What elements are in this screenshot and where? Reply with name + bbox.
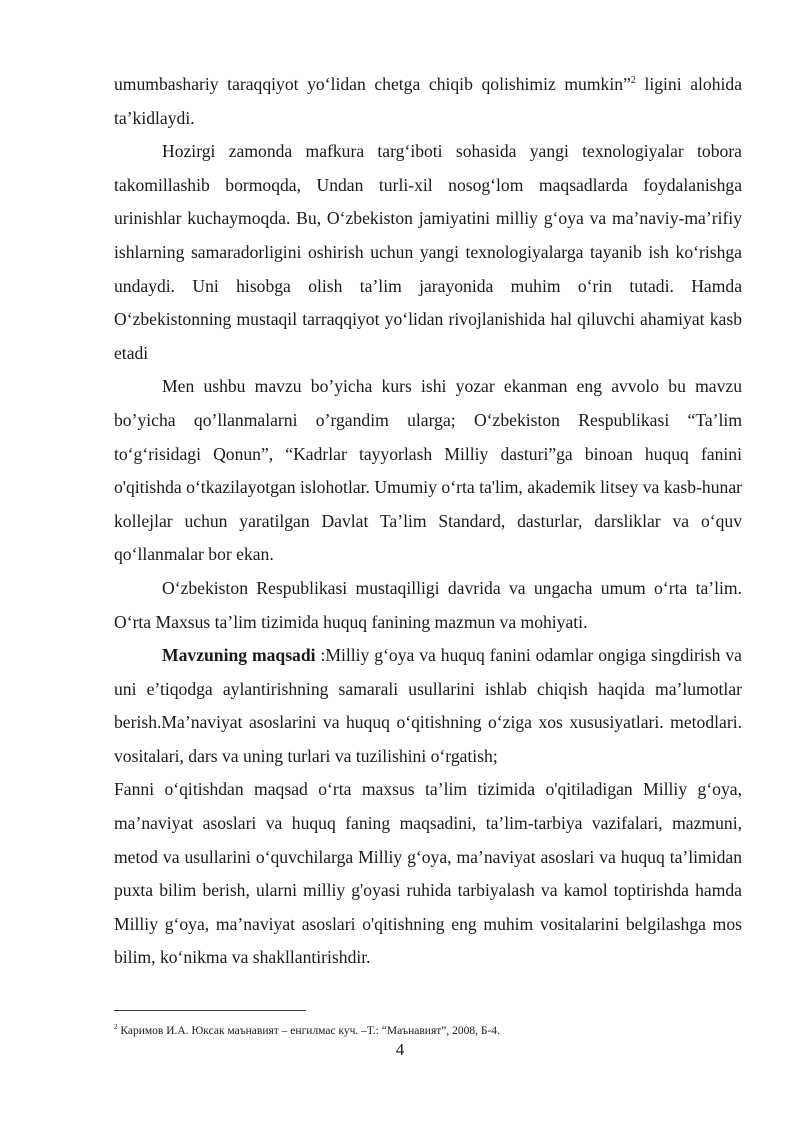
goal-heading: Mavzuning maqsadi [162, 645, 316, 666]
footnote [114, 1024, 742, 1038]
paragraph-1: Hozirgi zamonda mafkura targ‘iboti sohasida yangi texnologiyalar tobora takomillashib bormoqda, Undan turli-xil nosog‘lom maqsadlarda foydalanishga urinishlar kuchaymoqda. Bu, O‘zbekiston jamiyatini milliy g‘oya va ma’naviy-ma’rifiy ishlarning samaradorligini oshirish uchun yangi texnologiyalarga tayanib ish ko‘rishga undaydi. Uni hisobga olish ta’lim jarayonida muhim o‘rin tutadi. Hamda O‘zbekistonning mustaqil tarraqqiyot yo‘lidan rivojlanishida hal qiluvchi ahamiyat kasb etadi [114, 141, 742, 363]
paragraph-0-text: umumbashariy taraqqiyot yo‘lidan chetga chiqib qolishimiz mumkin” [114, 74, 631, 94]
footnote-text: Каримов И.А. Юксак маънавият – енгилмас куч. –Т.: “Маънавият”, 2008, Б-4. [117, 1025, 500, 1037]
paragraph-4 [114, 639, 742, 773]
page-number: 4 [395, 1040, 405, 1059]
paragraph-2: Men ushbu mavzu bo’yicha kurs ishi yozar ekanman eng avvolo bu mavzu bo’yicha qo’llanmalarni o’rgandim ularga; O‘zbekiston Respublikasi “Ta’lim to‘g‘risidagi Qonun”, “Kadrlar tayyorlash Milliy dasturi”ga binoan huquq fanini o'qitishda o‘tkazilayotgan islohotlar. Umumiy o‘rta ta'lim, akademik litsey va kasb-hunar kollejlar uchun yaratilgan Davlat Ta’lim Standard, dasturlar, darsliklar va o‘quv qo‘llanmalar bor ekan. [114, 376, 742, 565]
paragraph-0-tail: ligini alohida ta’kidlaydi. [114, 74, 743, 128]
paragraph-5: Fanni o‘qitishdan maqsad o‘rta maxsus ta’lim tizimida o'qitiladigan Milliy g‘oya, ma’naviyat asoslari va huquq faning maqsadini, ta’lim-tarbiya vazifalari, mazmuni, metod va usullarini o‘quvchilarga Milliy g‘oya, ma’naviyat asoslari va huquq ta’limidan puxta bilim berish, ularni milliy g'oyasi ruhida tarbiyalash va kamol toptirishda hamda Milliy g‘oya, ma’naviyat asoslari o'qitishning eng muhim vositalarini belgilashga mos bilim, ko‘nikma va shakllantirishdir. [114, 779, 742, 968]
paragraph-continuation [114, 68, 742, 135]
paragraph-4-text: :Milliy g‘oya va huquq fanini odamlar ongiga singdirish va uni e’tiqodga aylantirishning samarali usullarini ishlab chiqish haqida ma’lumotlar berish.Ma’naviyat asoslarini va huquq o‘qitishning o‘ziga xos xususiyatlari. metodlari. vositalari, dars va uning turlari va tuzilishini o‘rgatish; [114, 645, 742, 766]
body-text [114, 68, 742, 975]
footnote-separator [114, 1010, 306, 1011]
footnote-marker: 2 [114, 1023, 118, 1032]
paragraph-3: O‘zbekiston Respublikasi mustaqilligi davrida va ungacha umum o‘rta ta’lim. O‘rta Maxsus ta’lim tizimida huquq fanining mazmun va mohiyati. [114, 577, 742, 632]
footnote-reference[interactable]: 2 [630, 75, 636, 87]
